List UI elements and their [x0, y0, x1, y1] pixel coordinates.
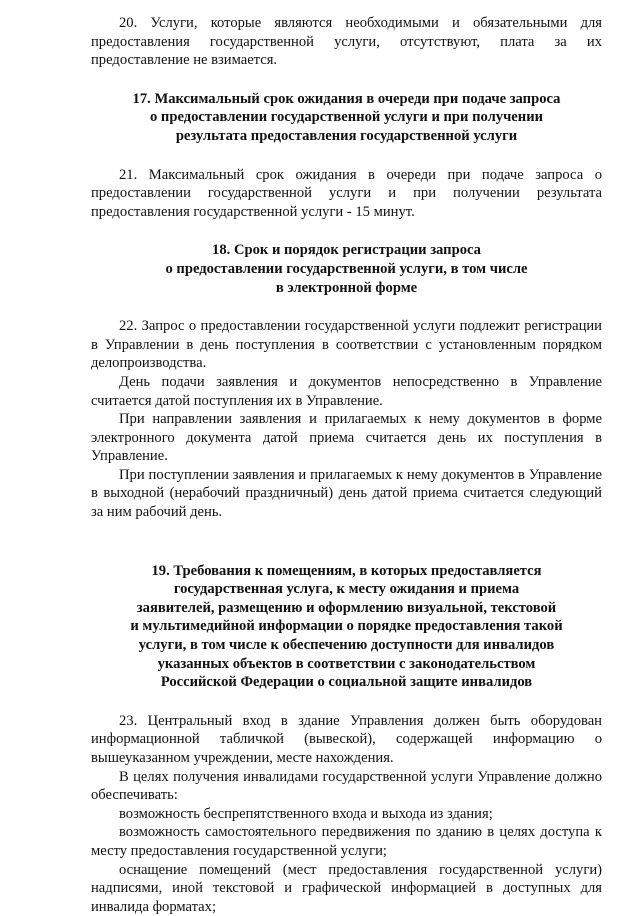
heading-19-line: указанных объектов в соответствии с законодательством — [157, 655, 536, 672]
section-heading-18 — [91, 241, 602, 297]
list-item-entry-exit: возможность беспрепятственного входа и выхода из здания; — [119, 805, 493, 822]
list-item-signage: оснащение помещений (мест предоставления государственной услуги) надписями, иной текстовой и графической информацией в доступных для инвалида форматах; — [91, 861, 602, 915]
paragraph-22-holiday: При поступлении заявления и прилагаемых к нему документов в Управление в выходной (нерабочий праздничный) день датой приема считается следующий за ним рабочий день. — [91, 466, 602, 521]
paragraph-22: 22. Запрос о предоставлении государственной услуги подлежит регистрации в Управлении в день поступления в соответствии с установленным порядком делопроизводства. — [91, 318, 602, 372]
paragraph-23-disabled-access: В целях получения инвалидами государственной услуги Управление должно обеспечивать: — [91, 768, 602, 804]
heading-19-line: заявителей, размещению и оформлению визуальной, текстовой — [136, 599, 557, 616]
heading-19-line: Российской Федерации о социальной защите инвалидов — [160, 674, 533, 691]
heading-17-line: результата предоставления государственной услуги — [175, 127, 518, 144]
heading-17-line: о предоставлении государственной услуги и при получении — [149, 109, 544, 126]
list-item-movement: возможность самостоятельного передвижения по зданию в целях доступа к месту предоставления государственной услуги; — [91, 824, 602, 859]
section-heading-17 — [91, 90, 602, 146]
section-heading-19 — [91, 562, 602, 692]
heading-18-line: о предоставлении государственной услуги, в том числе — [165, 260, 528, 277]
heading-18-line: в электронной форме — [275, 279, 418, 296]
paragraph-22-electronic: При направлении заявления и прилагаемых к нему документов в форме электронного документа датой приема считается день их поступления в Управление. — [91, 411, 602, 465]
heading-19-line: услуги, в том числе к обеспечению доступности для инвалидов — [138, 637, 555, 654]
heading-18-line: 18. Срок и порядок регистрации запроса — [212, 242, 481, 259]
paragraph-21: 21. Максимальный срок ожидания в очереди при подаче запроса о предоставлении государственной услуги и при получении результата предоставления государственной услуги - 15 минут. — [91, 166, 602, 220]
heading-19-line: и мультимедийной информации о порядке предоставления такой — [130, 618, 563, 635]
paragraph-22-submission-date: День подачи заявления и документов непосредственно в Управление считается датой поступления их в Управление. — [91, 373, 602, 409]
heading-19-line: государственная услуга, к месту ожидания и приема — [173, 581, 520, 598]
paragraph-23: 23. Центральный вход в здание Управления должен быть оборудован информационной табличкой (вывеской), содержащей информацию о вышеуказанном учреждении, месте нахождения. — [91, 712, 602, 766]
paragraph-20: 20. Услуги, которые являются необходимыми и обязательными для предоставления государственной услуги, отсутствуют, плата за их предоставление не взимается. — [91, 15, 602, 69]
heading-19-line: 19. Требования к помещениям, в которых предоставляется — [151, 562, 542, 579]
heading-17-line: 17. Максимальный срок ожидания в очереди при подаче запроса — [132, 90, 561, 107]
